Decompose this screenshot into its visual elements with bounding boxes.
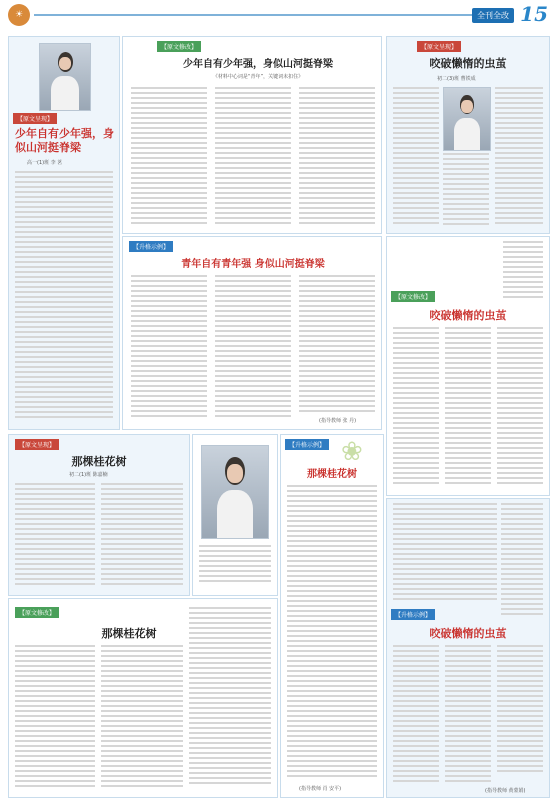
article-title: 那棵桂花树 [307, 469, 357, 480]
article-intro [501, 503, 543, 621]
article-body-col1 [131, 87, 207, 227]
article-body-col2 [443, 153, 489, 227]
article-title: 咬破懒惰的虫茧 [429, 309, 507, 322]
teacher-credit: (指导教师 黄蒙娟) [485, 788, 526, 794]
article-tag: 【原文呈现】 [13, 113, 57, 124]
teacher-credit: (指导教师 张 丹) [319, 418, 357, 424]
article-upgrade-9 [280, 434, 384, 798]
section-label: 全刊全改 [472, 8, 514, 23]
article-tag: 【升格示例】 [285, 439, 329, 450]
header-rule [34, 14, 490, 16]
article-body-col3 [299, 275, 375, 413]
article-tag: 【升格示例】 [391, 609, 435, 620]
page-number: 15 [520, 2, 548, 26]
article-body-col1 [131, 275, 207, 421]
article-body-col3 [497, 645, 543, 779]
article-upgrade-3 [122, 236, 382, 430]
article-note [393, 503, 497, 603]
tree-decoration-icon: ❀ [341, 437, 363, 467]
article-body-col2 [101, 483, 183, 589]
photo-panel [192, 434, 278, 596]
article-body-col2 [101, 645, 183, 791]
article-body-col1 [393, 327, 439, 489]
article-author: 初二(3)班 曹铁成 [437, 76, 476, 82]
article-body-col1 [15, 483, 95, 589]
author-photo [201, 445, 269, 539]
article-body-col2 [445, 645, 491, 785]
article-upgrade-6 [386, 498, 550, 798]
article-body-col1 [393, 645, 439, 785]
page-header [0, 0, 554, 30]
article-body-col3 [299, 87, 375, 227]
article-title: 少年自有少年强，身似山河挺脊梁 [15, 127, 114, 154]
article-title: 咬破懒惰的虫茧 [429, 627, 507, 640]
article-tag: 【原文呈现】 [15, 439, 59, 450]
article-original-7 [8, 434, 190, 596]
author-photo [443, 87, 491, 151]
article-revision-5 [386, 236, 550, 496]
article-body-col3 [495, 87, 543, 227]
article-title: 少年自有少年强，身似山河挺脊梁 [183, 59, 333, 70]
article-revision-8 [8, 598, 278, 798]
article-revision-2 [122, 36, 382, 234]
article-tag: 【原文修改】 [391, 291, 435, 302]
article-body [15, 171, 113, 421]
teacher-credit: (指导教师 肖 安平) [299, 786, 342, 792]
article-subtitle: 《材料中心词是“青年”，关键词未扣住》 [212, 74, 304, 80]
article-tag: 【原文修改】 [15, 607, 59, 618]
article-title: 青年自有青年强 身似山河挺脊梁 [181, 259, 325, 270]
article-body-col1 [393, 87, 439, 227]
article-body-col2 [215, 87, 291, 227]
article-body [287, 485, 377, 781]
sun-logo-icon: ☀ [8, 4, 30, 26]
article-body-col2 [215, 275, 291, 421]
article-body-col1 [15, 645, 95, 791]
author-photo [39, 43, 91, 111]
article-tag: 【原文修改】 [157, 41, 201, 52]
article-tag: 【原文呈现】 [417, 41, 461, 52]
article-title: 那棵桂花树 [71, 455, 127, 468]
article-author: 初二(1)班 陈嘉楠 [69, 472, 108, 478]
article-body-col3 [189, 607, 271, 791]
article-intro [503, 241, 543, 301]
article-tag: 【升格示例】 [129, 241, 173, 252]
article-body-col2 [445, 327, 491, 489]
article-original-4 [386, 36, 550, 234]
article-original-1 [8, 36, 120, 430]
article-body [199, 545, 271, 589]
article-title: 那棵桂花树 [101, 627, 157, 640]
article-title: 咬破懒惰的虫茧 [429, 57, 507, 70]
article-author: 高一(1)班 李 茗 [27, 160, 63, 166]
article-body-col3 [497, 327, 543, 489]
